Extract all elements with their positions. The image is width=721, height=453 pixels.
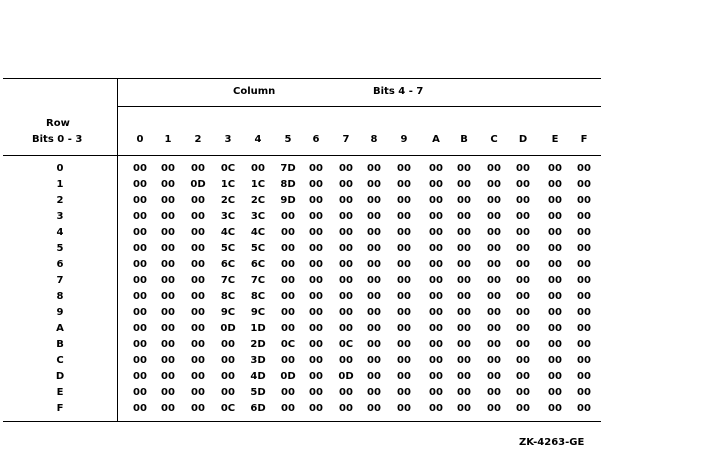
table-cell: 00 bbox=[161, 243, 175, 254]
table-cell: 8D bbox=[280, 179, 296, 190]
table-cell: 0C bbox=[280, 339, 296, 350]
table-cell: 00 bbox=[429, 275, 443, 286]
table-cell: 00 bbox=[516, 211, 530, 222]
table-cell: 2C bbox=[250, 195, 266, 206]
table-cell: 00 bbox=[339, 323, 353, 334]
table-cell: 00 bbox=[429, 403, 443, 414]
table-cell: 5D bbox=[250, 387, 266, 398]
column-header: 3 bbox=[224, 134, 232, 145]
column-title: Column bbox=[233, 86, 276, 97]
table-cell: 00 bbox=[133, 227, 147, 238]
table-cell: 00 bbox=[339, 275, 353, 286]
table-cell: 00 bbox=[548, 179, 562, 190]
table-cell: 00 bbox=[367, 355, 381, 366]
table-cell: 00 bbox=[191, 259, 205, 270]
table-cell: 00 bbox=[397, 179, 411, 190]
table-cell: 00 bbox=[161, 291, 175, 302]
table-cell: 00 bbox=[516, 275, 530, 286]
row-label: A bbox=[56, 323, 64, 334]
table-cell: 0D bbox=[338, 371, 354, 382]
table-cell: 00 bbox=[191, 195, 205, 206]
table-cell: 00 bbox=[367, 339, 381, 350]
table-cell: 00 bbox=[309, 179, 323, 190]
table-cell: 00 bbox=[367, 323, 381, 334]
table-cell: 00 bbox=[281, 323, 295, 334]
table-cell: 00 bbox=[457, 339, 471, 350]
table-cell: 00 bbox=[281, 291, 295, 302]
table-cell: 00 bbox=[133, 387, 147, 398]
table-cell: 0C bbox=[338, 339, 354, 350]
table-cell: 00 bbox=[161, 307, 175, 318]
row-label: 0 bbox=[56, 163, 64, 174]
table-cell: 00 bbox=[577, 227, 591, 238]
table-cell: 0C bbox=[220, 403, 236, 414]
table-cell: 00 bbox=[397, 339, 411, 350]
table-cell: 00 bbox=[339, 211, 353, 222]
table-cell: 00 bbox=[457, 163, 471, 174]
table-cell: 00 bbox=[161, 227, 175, 238]
table-cell: 00 bbox=[577, 275, 591, 286]
table-cell: 00 bbox=[577, 339, 591, 350]
table-cell: 00 bbox=[577, 163, 591, 174]
row-label: E bbox=[56, 387, 64, 398]
row-label: F bbox=[56, 403, 64, 414]
table-cell: 00 bbox=[457, 179, 471, 190]
table-cell: 00 bbox=[133, 371, 147, 382]
table-cell: 00 bbox=[429, 243, 443, 254]
table-cell: 00 bbox=[429, 339, 443, 350]
table-cell: 00 bbox=[429, 179, 443, 190]
table-cell: 2D bbox=[250, 339, 266, 350]
table-cell: 00 bbox=[397, 195, 411, 206]
table-cell: 00 bbox=[367, 387, 381, 398]
table-cell: 00 bbox=[309, 307, 323, 318]
table-cell: 00 bbox=[339, 355, 353, 366]
table-cell: 00 bbox=[339, 307, 353, 318]
table-cell: 00 bbox=[457, 371, 471, 382]
table-cell: 6C bbox=[250, 259, 266, 270]
table-cell: 0C bbox=[220, 163, 236, 174]
column-header: C bbox=[490, 134, 498, 145]
table-cell: 00 bbox=[367, 243, 381, 254]
table-cell: 4D bbox=[250, 371, 266, 382]
table-cell: 00 bbox=[367, 163, 381, 174]
row-label: 5 bbox=[56, 243, 64, 254]
table-cell: 00 bbox=[191, 307, 205, 318]
table-cell: 00 bbox=[133, 339, 147, 350]
column-header: B bbox=[460, 134, 468, 145]
row-label: C bbox=[56, 355, 64, 366]
table-cell: 00 bbox=[548, 323, 562, 334]
table-cell: 8C bbox=[220, 291, 236, 302]
table-cell: 00 bbox=[281, 243, 295, 254]
row-label: B bbox=[56, 339, 64, 350]
table-cell: 7C bbox=[250, 275, 266, 286]
table-cell: 00 bbox=[487, 355, 501, 366]
column-header: D bbox=[518, 134, 528, 145]
table-cell: 00 bbox=[457, 227, 471, 238]
column-header: 9 bbox=[400, 134, 408, 145]
table-cell: 00 bbox=[309, 291, 323, 302]
table-cell: 00 bbox=[397, 307, 411, 318]
table-cell: 00 bbox=[161, 195, 175, 206]
table-cell: 00 bbox=[548, 243, 562, 254]
table-cell: 00 bbox=[429, 307, 443, 318]
table-cell: 00 bbox=[161, 339, 175, 350]
table-cell: 00 bbox=[577, 179, 591, 190]
table-cell: 00 bbox=[161, 275, 175, 286]
table-cell: 00 bbox=[487, 323, 501, 334]
row-label: 2 bbox=[56, 195, 64, 206]
table-cell: 3C bbox=[250, 211, 266, 222]
table-cell: 00 bbox=[397, 371, 411, 382]
table-cell: 8C bbox=[250, 291, 266, 302]
table-cell: 00 bbox=[221, 339, 235, 350]
table-cell: 00 bbox=[548, 259, 562, 270]
table-cell: 7D bbox=[280, 163, 296, 174]
table-cell: 00 bbox=[309, 259, 323, 270]
table-cell: 1C bbox=[220, 179, 236, 190]
table-cell: 3C bbox=[220, 211, 236, 222]
table-cell: 0D bbox=[220, 323, 236, 334]
table-cell: 00 bbox=[516, 227, 530, 238]
table-cell: 00 bbox=[516, 403, 530, 414]
table-cell: 00 bbox=[397, 243, 411, 254]
table-cell: 00 bbox=[339, 387, 353, 398]
table-cell: 00 bbox=[487, 163, 501, 174]
table-cell: 00 bbox=[309, 339, 323, 350]
table-cell: 00 bbox=[191, 323, 205, 334]
table-cell: 00 bbox=[457, 275, 471, 286]
table-cell: 00 bbox=[548, 291, 562, 302]
table-cell: 00 bbox=[281, 355, 295, 366]
table-cell: 00 bbox=[281, 403, 295, 414]
table-cell: 00 bbox=[367, 291, 381, 302]
table-cell: 00 bbox=[577, 195, 591, 206]
table-cell: 00 bbox=[577, 259, 591, 270]
table-cell: 00 bbox=[577, 387, 591, 398]
column-header: F bbox=[580, 134, 588, 145]
table-cell: 00 bbox=[487, 195, 501, 206]
table-cell: 00 bbox=[516, 355, 530, 366]
table-cell: 00 bbox=[397, 227, 411, 238]
table-cell: 9D bbox=[280, 195, 296, 206]
row-label: 4 bbox=[56, 227, 64, 238]
table-cell: 00 bbox=[548, 195, 562, 206]
table-cell: 00 bbox=[367, 211, 381, 222]
table-cell: 00 bbox=[133, 275, 147, 286]
table-cell: 00 bbox=[367, 227, 381, 238]
table-cell: 00 bbox=[281, 211, 295, 222]
table-cell: 00 bbox=[429, 387, 443, 398]
table-cell: 00 bbox=[548, 355, 562, 366]
table-cell: 3D bbox=[250, 355, 266, 366]
table-cell: 00 bbox=[577, 307, 591, 318]
table-cell: 00 bbox=[516, 339, 530, 350]
row-label: 1 bbox=[56, 179, 64, 190]
table-cell: 00 bbox=[309, 323, 323, 334]
table-cell: 00 bbox=[457, 355, 471, 366]
table-cell: 00 bbox=[133, 291, 147, 302]
row-label: 3 bbox=[56, 211, 64, 222]
row-title: Row bbox=[46, 118, 70, 129]
table-cell: 0D bbox=[190, 179, 206, 190]
column-header: 5 bbox=[284, 134, 292, 145]
table-cell: 00 bbox=[133, 323, 147, 334]
table-cell: 00 bbox=[191, 387, 205, 398]
column-header: A bbox=[432, 134, 440, 145]
table-cell: 00 bbox=[429, 211, 443, 222]
table-cell: 00 bbox=[577, 323, 591, 334]
table-cell: 4C bbox=[250, 227, 266, 238]
table-cell: 00 bbox=[516, 307, 530, 318]
table-cell: 00 bbox=[397, 275, 411, 286]
table-cell: 00 bbox=[367, 307, 381, 318]
table-cell: 00 bbox=[577, 371, 591, 382]
table-cell: 00 bbox=[397, 387, 411, 398]
table-cell: 00 bbox=[367, 403, 381, 414]
row-bits-title: Bits 0 - 3 bbox=[32, 134, 83, 145]
column-header: E bbox=[551, 134, 559, 145]
table-cell: 00 bbox=[457, 291, 471, 302]
table-cell: 00 bbox=[309, 243, 323, 254]
table-cell: 00 bbox=[577, 291, 591, 302]
table-cell: 00 bbox=[487, 243, 501, 254]
table-cell: 00 bbox=[133, 355, 147, 366]
column-header: 4 bbox=[254, 134, 262, 145]
table-cell: 00 bbox=[487, 275, 501, 286]
table-cell: 00 bbox=[429, 323, 443, 334]
row-label: 9 bbox=[56, 307, 64, 318]
table-cell: 00 bbox=[309, 403, 323, 414]
table-cell: 00 bbox=[161, 387, 175, 398]
table-cell: 00 bbox=[548, 211, 562, 222]
table-cell: 00 bbox=[397, 403, 411, 414]
row-label: D bbox=[55, 371, 65, 382]
column-header: 7 bbox=[342, 134, 350, 145]
column-header: 2 bbox=[194, 134, 202, 145]
table-cell: 00 bbox=[516, 291, 530, 302]
table-cell: 00 bbox=[281, 259, 295, 270]
table-cell: 00 bbox=[191, 163, 205, 174]
figure-id: ZK-4263-GE bbox=[519, 437, 585, 448]
table-cell: 6C bbox=[220, 259, 236, 270]
table-cell: 00 bbox=[457, 323, 471, 334]
table-cell: 00 bbox=[161, 355, 175, 366]
table-cell: 00 bbox=[487, 403, 501, 414]
table-cell: 00 bbox=[191, 371, 205, 382]
table-cell: 00 bbox=[487, 371, 501, 382]
row-label: 6 bbox=[56, 259, 64, 270]
table-cell: 00 bbox=[191, 355, 205, 366]
column-header: 1 bbox=[164, 134, 172, 145]
table-cell: 00 bbox=[457, 307, 471, 318]
table-cell: 00 bbox=[577, 403, 591, 414]
column-header: 0 bbox=[136, 134, 144, 145]
table-cell: 00 bbox=[548, 227, 562, 238]
table-cell: 00 bbox=[309, 355, 323, 366]
table-cell: 00 bbox=[309, 195, 323, 206]
table-cell: 00 bbox=[161, 323, 175, 334]
table-cell: 00 bbox=[429, 291, 443, 302]
table-cell: 00 bbox=[367, 371, 381, 382]
table-cell: 00 bbox=[577, 211, 591, 222]
table-cell: 00 bbox=[457, 195, 471, 206]
table-cell: 00 bbox=[429, 227, 443, 238]
table-cell: 00 bbox=[309, 211, 323, 222]
table-cell: 00 bbox=[191, 227, 205, 238]
table-cell: 00 bbox=[487, 259, 501, 270]
column-header: 8 bbox=[370, 134, 378, 145]
table-cell: 00 bbox=[133, 243, 147, 254]
table-cell: 00 bbox=[487, 227, 501, 238]
table-cell: 6D bbox=[250, 403, 266, 414]
table-cell: 00 bbox=[133, 403, 147, 414]
table-cell: 00 bbox=[397, 163, 411, 174]
table-cell: 00 bbox=[339, 243, 353, 254]
table-cell: 2C bbox=[220, 195, 236, 206]
table-cell: 0D bbox=[280, 371, 296, 382]
table-cell: 00 bbox=[548, 387, 562, 398]
table-cell: 00 bbox=[191, 403, 205, 414]
table-cell: 7C bbox=[220, 275, 236, 286]
table-cell: 00 bbox=[339, 291, 353, 302]
table-cell: 00 bbox=[191, 243, 205, 254]
table-cell: 9C bbox=[220, 307, 236, 318]
table-cell: 00 bbox=[487, 179, 501, 190]
table-cell: 00 bbox=[487, 387, 501, 398]
table-cell: 00 bbox=[191, 291, 205, 302]
table-cell: 00 bbox=[339, 259, 353, 270]
table-cell: 00 bbox=[429, 355, 443, 366]
table-cell: 00 bbox=[309, 275, 323, 286]
table-cell: 00 bbox=[339, 227, 353, 238]
table-cell: 00 bbox=[367, 179, 381, 190]
table-cell: 00 bbox=[397, 211, 411, 222]
table-cell: 5C bbox=[220, 243, 236, 254]
table-cell: 00 bbox=[339, 195, 353, 206]
table-cell: 00 bbox=[221, 355, 235, 366]
column-bits-title: Bits 4 - 7 bbox=[373, 86, 424, 97]
table-cell: 00 bbox=[429, 195, 443, 206]
table-cell: 00 bbox=[429, 259, 443, 270]
table-cell: 00 bbox=[133, 195, 147, 206]
table-cell: 00 bbox=[161, 259, 175, 270]
table-cell: 00 bbox=[457, 387, 471, 398]
table-cell: 1D bbox=[250, 323, 266, 334]
table-cell: 00 bbox=[487, 307, 501, 318]
table-cell: 00 bbox=[309, 371, 323, 382]
table-cell: 00 bbox=[577, 243, 591, 254]
table-cell: 00 bbox=[309, 227, 323, 238]
table-cell: 00 bbox=[309, 163, 323, 174]
table-cell: 00 bbox=[548, 163, 562, 174]
table-cell: 00 bbox=[429, 163, 443, 174]
table-cell: 00 bbox=[161, 179, 175, 190]
table-cell: 00 bbox=[281, 275, 295, 286]
table-cell: 00 bbox=[339, 163, 353, 174]
table-cell: 00 bbox=[191, 275, 205, 286]
table-cell: 00 bbox=[367, 275, 381, 286]
table-cell: 00 bbox=[487, 211, 501, 222]
row-label: 8 bbox=[56, 291, 64, 302]
table-cell: 00 bbox=[281, 227, 295, 238]
table-cell: 00 bbox=[281, 387, 295, 398]
table-cell: 00 bbox=[397, 323, 411, 334]
table-cell: 00 bbox=[251, 163, 265, 174]
table-cell: 00 bbox=[457, 259, 471, 270]
table-cell: 4C bbox=[220, 227, 236, 238]
table-cell: 00 bbox=[133, 179, 147, 190]
table-cell: 00 bbox=[548, 371, 562, 382]
table-cell: 00 bbox=[191, 211, 205, 222]
table-cell: 00 bbox=[548, 275, 562, 286]
table-cell: 00 bbox=[548, 339, 562, 350]
table-cell: 00 bbox=[339, 179, 353, 190]
header-body-divider bbox=[3, 155, 601, 156]
table-cell: 00 bbox=[548, 307, 562, 318]
table-cell: 00 bbox=[161, 403, 175, 414]
table-cell: 00 bbox=[191, 339, 205, 350]
table-cell: 00 bbox=[133, 259, 147, 270]
table-cell: 00 bbox=[221, 387, 235, 398]
row-label: 7 bbox=[56, 275, 64, 286]
table-cell: 00 bbox=[367, 259, 381, 270]
table-cell: 00 bbox=[516, 259, 530, 270]
table-cell: 00 bbox=[457, 403, 471, 414]
row-column-divider bbox=[117, 78, 118, 421]
table-cell: 00 bbox=[516, 323, 530, 334]
table-cell: 00 bbox=[516, 179, 530, 190]
table-cell: 00 bbox=[577, 355, 591, 366]
table-cell: 00 bbox=[161, 211, 175, 222]
table-cell: 00 bbox=[516, 243, 530, 254]
table-cell: 5C bbox=[250, 243, 266, 254]
table-cell: 00 bbox=[429, 371, 443, 382]
table-cell: 00 bbox=[133, 307, 147, 318]
table-cell: 00 bbox=[367, 195, 381, 206]
table-cell: 00 bbox=[516, 195, 530, 206]
table-cell: 00 bbox=[339, 403, 353, 414]
table-cell: 00 bbox=[487, 291, 501, 302]
table-cell: 00 bbox=[548, 403, 562, 414]
table-cell: 00 bbox=[516, 371, 530, 382]
table-cell: 00 bbox=[397, 355, 411, 366]
table-cell: 00 bbox=[133, 163, 147, 174]
table-cell: 00 bbox=[487, 339, 501, 350]
table-cell: 00 bbox=[281, 307, 295, 318]
table-cell: 00 bbox=[516, 387, 530, 398]
table-cell: 00 bbox=[516, 163, 530, 174]
table-cell: 1C bbox=[250, 179, 266, 190]
table-cell: 00 bbox=[161, 163, 175, 174]
table-cell: 00 bbox=[457, 243, 471, 254]
table-cell: 00 bbox=[221, 371, 235, 382]
table-cell: 9C bbox=[250, 307, 266, 318]
column-title-divider bbox=[118, 106, 601, 107]
table-cell: 00 bbox=[457, 211, 471, 222]
column-header: 6 bbox=[312, 134, 320, 145]
table-cell: 00 bbox=[397, 259, 411, 270]
table-cell: 00 bbox=[161, 371, 175, 382]
table-cell: 00 bbox=[397, 291, 411, 302]
table-cell: 00 bbox=[309, 387, 323, 398]
table-cell: 00 bbox=[133, 211, 147, 222]
